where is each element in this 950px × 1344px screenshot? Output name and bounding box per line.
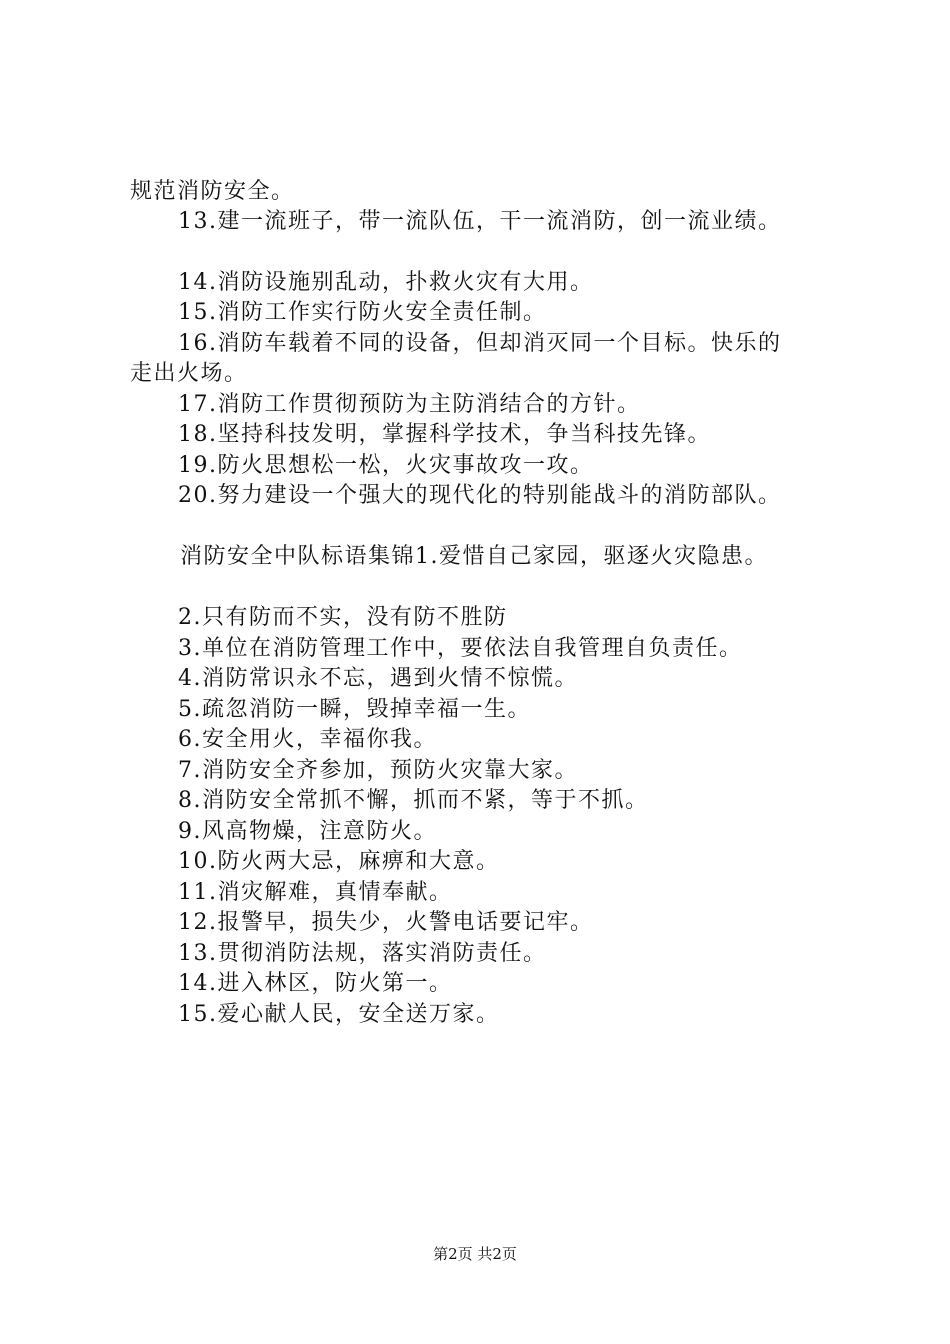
section-heading-line: 消防安全中队标语集锦1.爱惜自己家园，驱逐火灾隐患。 [180, 544, 768, 569]
text-line: 5.疏忽消防一瞬，毁掉幸福一生。 [178, 697, 531, 722]
text-line: 规范消防安全。 [130, 179, 295, 204]
text-line: 18.坚持科技发明，掌握科学技术，争当科技先锋。 [178, 422, 711, 447]
text-line: 9.风高物燥，注意防火。 [178, 819, 437, 844]
text-line: 11.消灾解难，真情奉献。 [178, 880, 453, 905]
text-line: 12.报警早，损失少，火警电话要记牢。 [178, 910, 594, 935]
text-line: 17.消防工作贯彻预防为主防消结合的方针。 [178, 392, 641, 417]
text-line: 走出火场。 [130, 361, 248, 386]
text-line: 2.只有防而不实，没有防不胜防 [178, 605, 508, 630]
text-line: 20.努力建设一个强大的现代化的特别能战斗的消防部队。 [178, 483, 782, 508]
text-line: 6.安全用火，幸福你我。 [178, 727, 437, 752]
text-line: 13.建一流班子，带一流队伍，干一流消防，创一流业绩。 [178, 209, 782, 234]
text-line: 3.单位在消防管理工作中，要依法自我管理自负责任。 [178, 636, 743, 661]
page-footer: 第2页 共2页 [433, 1245, 517, 1263]
text-line: 16.消防车载着不同的设备，但却消灭同一个目标。快乐的 [178, 331, 782, 356]
text-line: 19.防火思想松一松，火灾事故攻一攻。 [178, 453, 594, 478]
text-line: 8.消防安全常抓不懈，抓而不紧，等于不抓。 [178, 788, 649, 813]
text-line: 10.防火两大忌，麻痹和大意。 [178, 849, 500, 874]
text-line: 15.消防工作实行防火安全责任制。 [178, 300, 547, 325]
text-line: 4.消防常识永不忘，遇到火情不惊慌。 [178, 666, 578, 691]
text-line: 13.贯彻消防法规，落实消防责任。 [178, 941, 547, 966]
text-line: 14.进入林区，防火第一。 [178, 971, 453, 996]
text-line: 14.消防设施别乱动，扑救火灾有大用。 [178, 270, 594, 295]
text-line: 15.爱心献人民，安全送万家。 [178, 1002, 500, 1027]
text-line: 7.消防安全齐参加，预防火灾靠大家。 [178, 758, 578, 783]
